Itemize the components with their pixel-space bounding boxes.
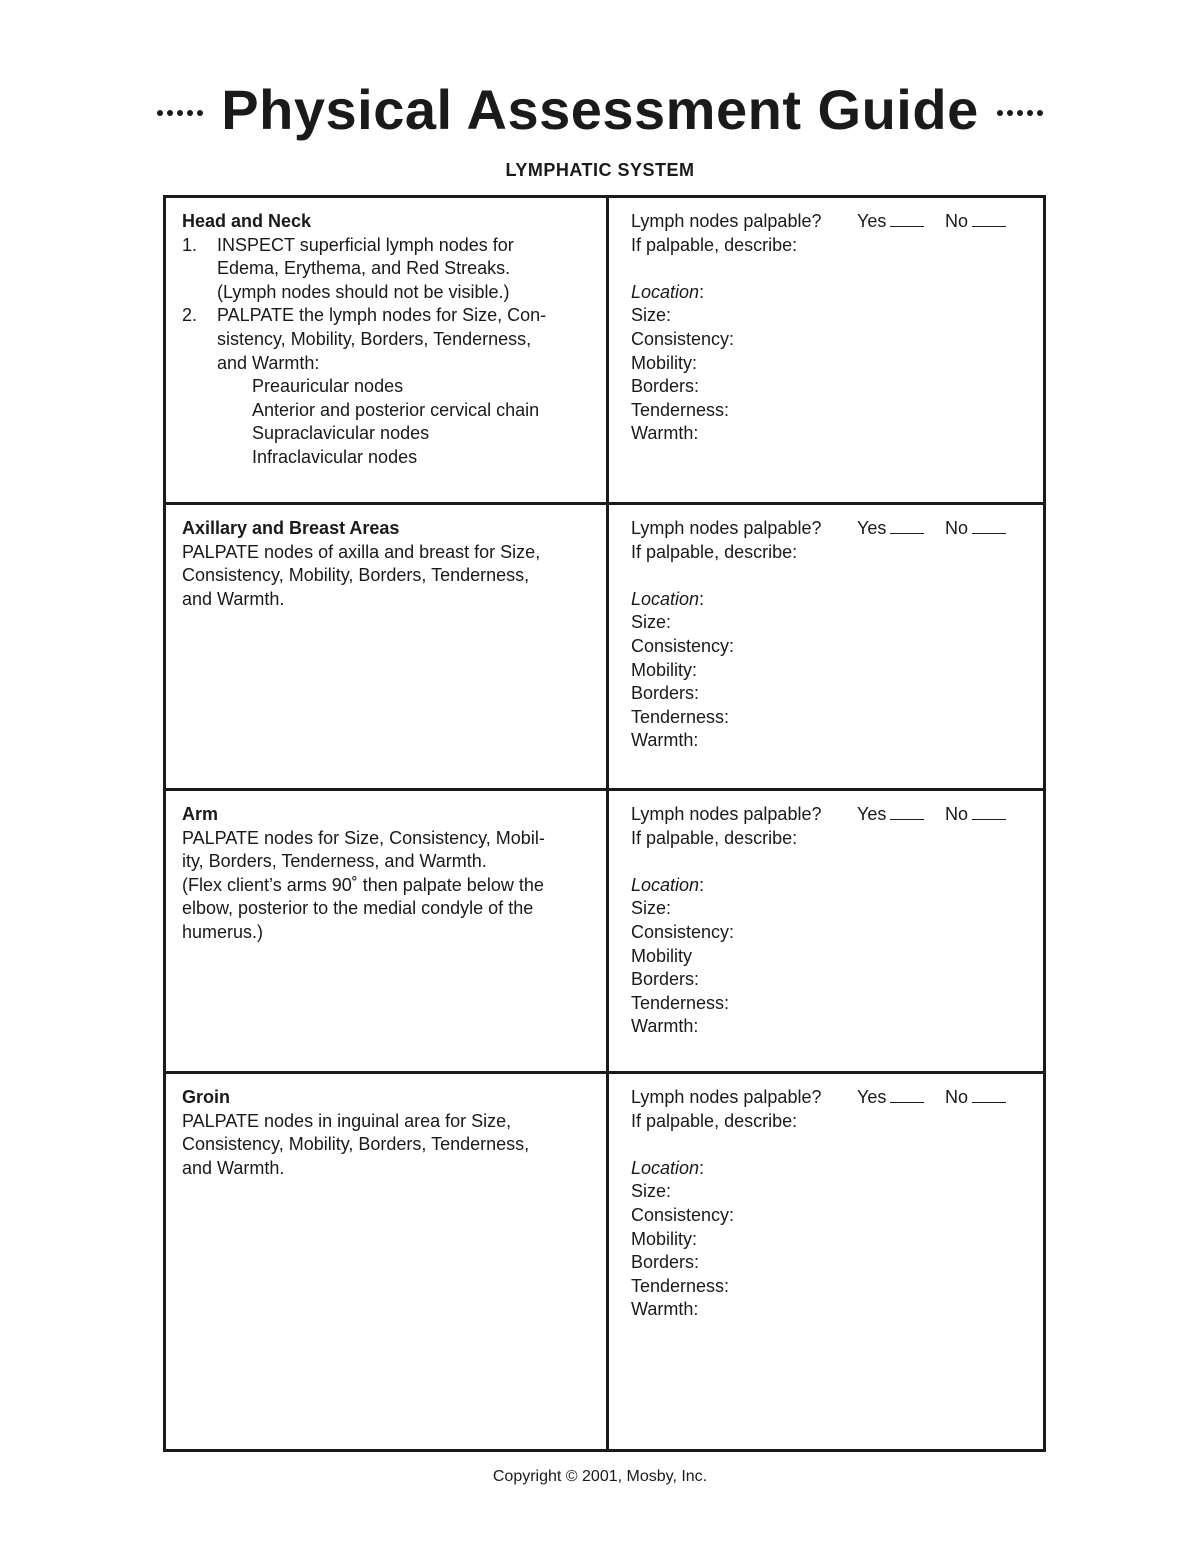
text-line: Consistency, Mobility, Borders, Tenderness, (182, 1134, 530, 1155)
palpable-question: Lymph nodes palpable? (631, 1087, 822, 1107)
list-item: Preauricular nodes (252, 376, 404, 397)
consistency-field[interactable]: Consistency: (631, 1204, 735, 1225)
location-field[interactable]: Location: (631, 1157, 705, 1178)
assessment-table (163, 195, 1046, 1452)
location-field[interactable]: Location: (631, 588, 705, 609)
palpable-row (631, 1086, 1027, 1110)
no-blank[interactable] (972, 519, 1006, 534)
size-field[interactable]: Size: (631, 1181, 672, 1202)
no-label: No (945, 1087, 969, 1107)
size-field[interactable]: Size: (631, 898, 672, 919)
text-line: PALPATE nodes of axilla and breast for Size, (182, 541, 541, 562)
yes-option[interactable] (857, 803, 945, 827)
instructions-cell (165, 504, 608, 790)
yes-option[interactable] (857, 1086, 945, 1110)
mobility-field[interactable]: Mobility: (631, 352, 698, 373)
location-label: Location (631, 1157, 700, 1178)
text-line: humerus.) (182, 921, 264, 942)
yes-label: Yes (857, 1087, 887, 1107)
describe-prompt: If palpable, describe: (631, 827, 798, 848)
findings-cell (608, 504, 1045, 790)
tenderness-field[interactable]: Tenderness: (631, 706, 730, 727)
no-label: No (945, 211, 969, 231)
yes-option[interactable] (857, 210, 945, 234)
tenderness-field[interactable]: Tenderness: (631, 992, 730, 1013)
yes-option[interactable] (857, 517, 945, 541)
text-line: elbow, posterior to the medial condyle of the (182, 898, 534, 919)
section-title: Axillary and Breast Areas (182, 518, 400, 538)
consistency-field[interactable]: Consistency: (631, 328, 735, 349)
yes-label: Yes (857, 804, 887, 824)
table-row (165, 197, 1045, 504)
describe-prompt: If palpable, describe: (631, 234, 798, 255)
step-text (217, 234, 590, 305)
location-field[interactable]: Location: (631, 874, 705, 895)
text-line: sistency, Mobility, Borders, Tenderness, (217, 328, 532, 349)
title-row (0, 78, 1200, 142)
list-item: Infraclavicular nodes (252, 446, 418, 467)
text-line: (Flex client’s arms 90˚ then palpate below the (182, 874, 544, 895)
location-field[interactable]: Location: (631, 281, 705, 302)
warmth-field[interactable]: Warmth: (631, 730, 699, 751)
describe-prompt: If palpable, describe: (631, 541, 798, 562)
consistency-field[interactable]: Consistency: (631, 921, 735, 942)
page-title: Physical Assessment Guide (221, 78, 979, 141)
findings-cell (608, 1073, 1045, 1451)
no-blank[interactable] (972, 1088, 1006, 1103)
step-item (182, 234, 590, 305)
borders-field[interactable]: Borders: (631, 969, 700, 990)
step-item (182, 304, 590, 375)
node-list (182, 375, 590, 469)
no-option[interactable] (945, 210, 1006, 234)
yes-blank[interactable] (890, 805, 924, 820)
yes-blank[interactable] (890, 212, 924, 227)
left-dots-ornament (157, 110, 203, 116)
no-label: No (945, 518, 969, 538)
step-number: 2. (182, 305, 198, 326)
text-line: PALPATE nodes for Size, Consistency, Mobil- (182, 827, 545, 848)
instructions-cell (165, 1073, 608, 1451)
mobility-field[interactable]: Mobility: (631, 659, 698, 680)
section-title: Arm (182, 804, 219, 824)
text-line: PALPATE the lymph nodes for Size, Con- (217, 305, 547, 326)
yes-blank[interactable] (890, 1088, 924, 1103)
text-line: PALPATE nodes in inguinal area for Size, (182, 1110, 512, 1131)
palpable-question: Lymph nodes palpable? (631, 518, 822, 538)
palpable-question: Lymph nodes palpable? (631, 804, 822, 824)
tenderness-field[interactable]: Tenderness: (631, 399, 730, 420)
warmth-field[interactable]: Warmth: (631, 1299, 699, 1320)
list-item: Anterior and posterior cervical chain (252, 399, 540, 420)
text-line: and Warmth. (182, 1157, 285, 1178)
step-text (217, 304, 590, 375)
yes-blank[interactable] (890, 519, 924, 534)
section-subtitle: LYMPHATIC SYSTEM (505, 160, 695, 180)
no-blank[interactable] (972, 212, 1006, 227)
list-item: Supraclavicular nodes (252, 423, 430, 444)
text-line: and Warmth. (182, 588, 285, 609)
section-title: Groin (182, 1087, 230, 1107)
no-option[interactable] (945, 1086, 1006, 1110)
no-option[interactable] (945, 517, 1006, 541)
copyright-footer: Copyright © 2001, Mosby, Inc. (492, 1468, 708, 1485)
yes-label: Yes (857, 518, 887, 538)
findings-cell (608, 197, 1045, 504)
mobility-field[interactable]: Mobility (631, 945, 693, 966)
location-label: Location (631, 874, 700, 895)
instructions-cell (165, 790, 608, 1073)
text-line: Edema, Erythema, and Red Streaks. (217, 258, 511, 279)
text-line: and Warmth: (217, 352, 320, 373)
size-field[interactable]: Size: (631, 305, 672, 326)
text-line: INSPECT superficial lymph nodes for (217, 234, 514, 255)
location-label: Location (631, 281, 700, 302)
table-row (165, 504, 1045, 790)
no-blank[interactable] (972, 805, 1006, 820)
section-title: Head and Neck (182, 211, 312, 231)
palpable-row (631, 517, 1027, 541)
warmth-field[interactable]: Warmth: (631, 423, 699, 444)
palpable-row (631, 803, 1027, 827)
right-dots-ornament (997, 110, 1043, 116)
text-line: (Lymph nodes should not be visible.) (217, 281, 510, 302)
borders-field[interactable]: Borders: (631, 1252, 700, 1273)
text-line: ity, Borders, Tenderness, and Warmth. (182, 851, 487, 872)
table-row (165, 790, 1045, 1073)
yes-label: Yes (857, 211, 887, 231)
mobility-field[interactable]: Mobility: (631, 1228, 698, 1249)
size-field[interactable]: Size: (631, 612, 672, 633)
palpable-row (631, 210, 1027, 234)
no-label: No (945, 804, 969, 824)
borders-field[interactable]: Borders: (631, 683, 700, 704)
table-row (165, 1073, 1045, 1451)
text-line: Consistency, Mobility, Borders, Tenderness, (182, 565, 530, 586)
no-option[interactable] (945, 803, 1006, 827)
findings-cell (608, 790, 1045, 1073)
instructions-cell (165, 197, 608, 504)
consistency-field[interactable]: Consistency: (631, 635, 735, 656)
palpable-question: Lymph nodes palpable? (631, 211, 822, 231)
step-number: 1. (182, 234, 198, 255)
borders-field[interactable]: Borders: (631, 376, 700, 397)
tenderness-field[interactable]: Tenderness: (631, 1275, 730, 1296)
warmth-field[interactable]: Warmth: (631, 1016, 699, 1037)
describe-prompt: If palpable, describe: (631, 1110, 798, 1131)
location-label: Location (631, 588, 700, 609)
